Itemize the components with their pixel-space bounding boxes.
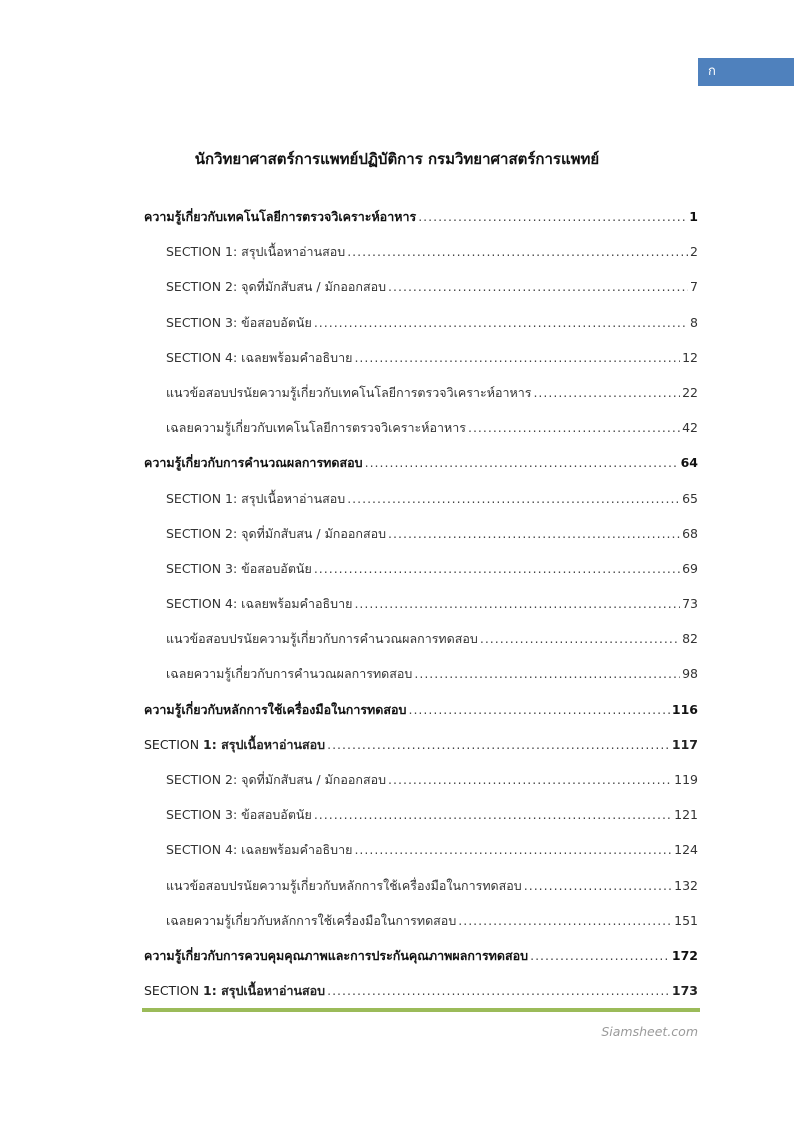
toc-label: SECTION 3: ข้อสอบอัตนัย (166, 807, 312, 823)
toc-label: SECTION 1: สรุปเนื้อหาอ่านสอบ (166, 244, 346, 260)
toc-page-number: 22 (682, 384, 698, 400)
toc-dot-leader (314, 807, 672, 822)
toc-dot-leader (418, 209, 687, 224)
toc-label: เฉลยความรู้เกี่ยวกับหลักการใช้เครื่องมือในการทดสอบ (166, 912, 457, 928)
toc-dot-leader (480, 631, 680, 646)
toc-entry[interactable] (144, 629, 698, 664)
toc-label: ความรู้เกี่ยวกับเทคโนโลยีการตรวจวิเคราะห์อาหาร (144, 209, 417, 224)
toc-label (144, 735, 325, 755)
toc-label: ความรู้เกี่ยวกับการควบคุมคุณภาพและการประกันคุณภาพผลการทดสอบ (144, 947, 529, 963)
footer-brand: Siamsheet.com (601, 1024, 698, 1039)
toc-label: SECTION 3: ข้อสอบอัตนัย (166, 314, 312, 330)
toc-label-bold: 1: สรุปเนื้อหาอ่านสอบ (203, 736, 326, 752)
toc-label: เฉลยความรู้เกี่ยวกับเทคโนโลยีการตรวจวิเคราะห์อาหาร (166, 420, 466, 436)
toc-dot-leader (354, 596, 680, 611)
toc-entry[interactable] (144, 277, 698, 312)
table-of-contents (144, 207, 698, 1016)
toc-label: SECTION 2: จุดที่มักสับสน / มักออกสอบ (166, 525, 387, 541)
toc-entry[interactable] (144, 207, 698, 242)
toc-page-number: 12 (682, 349, 698, 365)
toc-dot-leader (468, 420, 680, 435)
toc-page-number: 68 (682, 525, 698, 541)
toc-page-number: 173 (671, 983, 698, 999)
toc-label: SECTION 4: เฉลยพร้อมคำอธิบาย (166, 349, 353, 365)
toc-page-number: 65 (682, 490, 698, 506)
toc-page-number: 64 (680, 455, 698, 471)
toc-dot-leader (314, 315, 688, 330)
toc-entry[interactable] (144, 664, 698, 699)
toc-dot-leader (414, 666, 680, 681)
toc-entry[interactable] (144, 876, 698, 911)
toc-entry[interactable] (144, 453, 698, 488)
toc-page-number: 98 (682, 666, 698, 682)
toc-page-number: 121 (674, 807, 698, 823)
toc-label: ความรู้เกี่ยวกับหลักการใช้เครื่องมือในการทดสอบ (144, 701, 407, 717)
toc-dot-leader (354, 350, 680, 365)
toc-dot-leader (388, 526, 680, 541)
toc-entry[interactable] (144, 946, 698, 981)
toc-entry[interactable] (144, 383, 698, 418)
toc-dot-leader (458, 913, 672, 928)
toc-dot-leader (354, 842, 672, 857)
toc-entry[interactable] (144, 489, 698, 524)
toc-entry[interactable] (144, 594, 698, 629)
footer-divider (142, 1008, 700, 1012)
toc-label: ความรู้เกี่ยวกับการคำนวณผลการทดสอบ (144, 455, 363, 471)
toc-entry[interactable] (144, 418, 698, 453)
toc-page-number: 117 (671, 736, 698, 752)
toc-dot-leader (347, 244, 688, 259)
toc-label: แนวข้อสอบปรนัยความรู้เกี่ยวกับการคำนวณผลการทดสอบ (166, 631, 478, 647)
toc-dot-leader (524, 878, 672, 893)
toc-label: SECTION 4: เฉลยพร้อมคำอธิบาย (166, 842, 353, 858)
toc-label-bold: 1: สรุปเนื้อหาอ่านสอบ (203, 983, 326, 999)
toc-entry[interactable] (144, 348, 698, 383)
toc-label: SECTION 1: สรุปเนื้อหาอ่านสอบ (166, 490, 346, 506)
toc-entry[interactable] (144, 840, 698, 875)
toc-label: SECTION 3: ข้อสอบอัตนัย (166, 560, 312, 576)
toc-entry[interactable] (144, 313, 698, 348)
toc-page-number: 119 (674, 772, 698, 787)
toc-dot-leader (327, 983, 670, 998)
toc-entry[interactable] (144, 911, 698, 946)
toc-page-number: 8 (690, 314, 698, 330)
toc-page-number: 116 (671, 701, 698, 717)
toc-dot-leader (314, 561, 680, 576)
toc-page-number: 1 (689, 209, 698, 224)
toc-dot-leader (347, 491, 680, 506)
toc-page-number: 7 (690, 279, 698, 295)
toc-label-prefix: SECTION (144, 736, 204, 752)
toc-page-number: 73 (682, 596, 698, 612)
toc-entry[interactable] (144, 559, 698, 594)
toc-entry[interactable] (144, 242, 698, 277)
toc-dot-leader (388, 279, 688, 294)
document-title: นักวิทยาศาสตร์การแพทย์ปฏิบัติการ กรมวิทยาศาสตร์การแพทย์ (194, 150, 600, 168)
toc-page-number: 151 (674, 912, 698, 928)
page-number-badge (698, 58, 794, 86)
toc-entry[interactable] (144, 805, 698, 840)
toc-page-number: 132 (674, 877, 698, 893)
toc-label: แนวข้อสอบปรนัยความรู้เกี่ยวกับเทคโนโลยีการตรวจวิเคราะห์อาหาร (166, 384, 532, 400)
toc-label: SECTION 4: เฉลยพร้อมคำอธิบาย (166, 596, 353, 612)
toc-page-number: 2 (690, 244, 698, 260)
toc-dot-leader (388, 772, 672, 787)
toc-label: แนวข้อสอบปรนัยความรู้เกี่ยวกับหลักการใช้เครื่องมือในการทดสอบ (166, 877, 522, 893)
toc-dot-leader (408, 702, 669, 717)
toc-page-number: 42 (682, 420, 698, 436)
page-marker: ก (708, 64, 716, 79)
toc-page-number: 69 (682, 560, 698, 576)
toc-dot-leader (365, 455, 679, 470)
toc-entry[interactable] (144, 735, 698, 770)
toc-page-number: 124 (674, 842, 698, 858)
toc-label: เฉลยความรู้เกี่ยวกับการคำนวณผลการทดสอบ (166, 666, 413, 682)
toc-entry[interactable] (144, 700, 698, 735)
toc-page-number: 82 (682, 631, 698, 647)
toc-label: SECTION 2: จุดที่มักสับสน / มักออกสอบ (166, 279, 387, 295)
toc-dot-leader (530, 948, 670, 963)
toc-dot-leader (533, 385, 680, 400)
toc-entry[interactable] (144, 770, 698, 805)
toc-label-prefix: SECTION (144, 983, 204, 999)
toc-label: SECTION 2: จุดที่มักสับสน / มักออกสอบ (166, 772, 387, 787)
toc-page-number: 172 (671, 947, 698, 963)
toc-dot-leader (327, 737, 670, 752)
toc-entry[interactable] (144, 524, 698, 559)
toc-label (144, 981, 325, 1001)
